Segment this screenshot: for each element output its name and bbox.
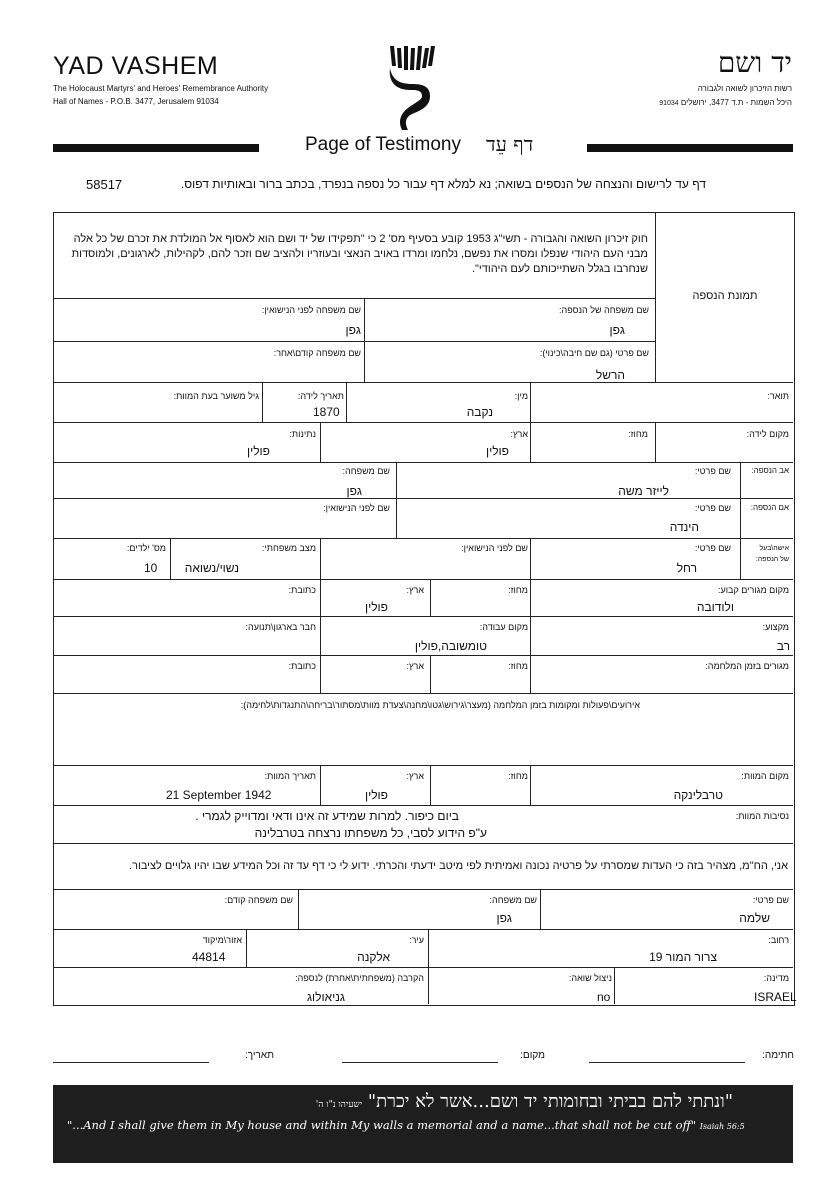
wartime-region-label: מחוז: <box>508 661 528 671</box>
death-date[interactable]: 21 September 1942 <box>166 788 272 802</box>
death-place-label: מקום המוות: <box>741 771 789 781</box>
law-text: חוק זיכרון השואה והגבורה - תשי"ג 1953 קובע בסעיף מס' 2 כי "תפקידו של יד ושם הוא לאסוף אל המולדת את זכרם של כל אלה מבני העם היהודי שנפלו ומסרו את נפשם, נלחמו ומרדו באויב הנאצי ובעוזריו ולהציב שם וזכר להם, לקהילות, לארגונים, ולמוסדות שנחרבו בגלל השתייכותם לעם היהודי". <box>71 233 648 275</box>
wartime-label: מגורים בזמן המלחמה: <box>705 661 789 671</box>
victim-surname-label: שם משפחה של הנספה: <box>558 305 649 315</box>
death-country-label: ארץ: <box>406 771 424 781</box>
spouse-maiden-label: שם לפני הנישואין: <box>461 543 528 553</box>
residence-place[interactable]: ולודובה <box>696 600 734 614</box>
state-label: מדינה: <box>763 973 789 983</box>
survivor-label: ניצול שואה: <box>568 973 612 983</box>
spouse-side-label: אישה\בעל של הנספה: <box>755 545 789 563</box>
marital-status-label: מצב משפחתי: <box>261 543 316 553</box>
mother-side-label: אם הנספה: <box>750 503 789 512</box>
children-count[interactable]: 10 <box>144 561 158 575</box>
zip[interactable]: 44814 <box>192 950 226 964</box>
member-label: חבר בארגון\תנועה: <box>245 622 316 632</box>
age-label: גיל משוער בעת המוות: <box>173 391 259 401</box>
victim-maiden[interactable]: גפן <box>345 323 361 337</box>
profession-label: מקצוע: <box>762 622 789 632</box>
death-circ-line1[interactable]: ביום כיפור. למרות שמידע זה אינו ודאי ומדוייק לגמרי . <box>195 809 459 823</box>
dob-label: תאריך לידה: <box>297 391 344 401</box>
wartime-country-label: ארץ: <box>406 661 424 671</box>
father-first[interactable]: לייזר משה <box>618 484 669 498</box>
father-side-label: אב הנספה: <box>751 466 789 475</box>
residence-country[interactable]: פולין <box>364 600 388 614</box>
victim-maiden-label: שם משפחה לפני הנישואין: <box>261 305 361 315</box>
org-name-en: YAD VASHEM <box>53 52 219 80</box>
photo-label: תמונת הנספה <box>692 290 758 302</box>
sign-place-label: מקום: <box>520 1050 545 1061</box>
city-label: עיר: <box>409 935 424 945</box>
residence-label: מקום מגורים קבוע: <box>717 585 789 595</box>
residence-region-label: מחוז: <box>508 585 528 595</box>
wartime-address-label: כתובת: <box>288 661 316 671</box>
spouse-first-label: שם פרטי: <box>694 543 731 553</box>
declaration-text: אני, הח"מ, מצהיר בזה כי העדות שמסרתי על פרטיה נכונה ואמיתית לפי מיטב ידעתי והכרתי. ידוע לי כי דף עד זה וכל המידע שבו יהיו גלויים לציבור. <box>129 860 788 872</box>
mother-maiden-label: שם לפני הנישואין: <box>323 503 390 513</box>
org-name-he: יד ושם <box>717 46 792 79</box>
victim-first-label: שם פרטי (גם שם חיבה\כינוי): <box>539 348 649 358</box>
mother-first[interactable]: הינדה <box>669 520 699 534</box>
street-label: רחוב: <box>768 935 789 945</box>
death-region-label: מחוז: <box>508 771 528 781</box>
father-surname-label: שם משפחה: <box>342 466 390 476</box>
city[interactable]: אלקנה <box>357 950 390 964</box>
page-title-he: דף עֵד <box>486 132 534 156</box>
marital-status[interactable]: נשוי/נשואה <box>184 561 239 575</box>
submitter-first[interactable]: שלמה <box>739 911 770 925</box>
residence-address-label: כתובת: <box>288 585 316 595</box>
form-frame <box>53 212 795 1006</box>
mother-first-label: שם פרטי: <box>694 503 731 513</box>
survivor[interactable]: no <box>597 990 611 1004</box>
spouse-first[interactable]: רחל <box>676 561 697 575</box>
gender-label: מין: <box>514 391 528 401</box>
death-country[interactable]: פולין <box>364 788 388 802</box>
events-label: אירועים\פעולות ומקומות בזמן המלחמה (מעצר\גירוש\גטו\מחנה\צעדת מוות\מסתור\בריחה\התנגדות\לחימה): <box>240 700 640 710</box>
signature-line[interactable] <box>589 1062 745 1063</box>
instruction-text: דף עד לרישום והנצחה של הנספים בשואה; נא למלא דף עבור כל נספה בנפרד, בכתב ברור ובאותיות דפוס. <box>180 177 706 191</box>
death-date-label: תאריך המוות: <box>264 771 316 781</box>
nationality-label: נתינות: <box>289 429 316 439</box>
birth-region-label: מחוז: <box>628 429 648 439</box>
victim-surname[interactable]: גפן <box>609 323 625 337</box>
sign-place-line[interactable] <box>342 1062 498 1063</box>
victim-prev-surname-label: שם משפחה קודם\אחר: <box>273 348 361 358</box>
footer-verse-en: "...And I shall give them in My house and within My walls a memorial and a name...that shall not be cut off" Isaiah 56:5 <box>67 1118 745 1132</box>
profession[interactable]: רב <box>776 639 790 653</box>
title-bar-left <box>53 144 259 152</box>
birth-country[interactable]: פולין <box>485 444 509 458</box>
residence-country-label: ארץ: <box>406 585 424 595</box>
org-address-en: Hall of Names - P.O.B. 3477, Jerusalem 91034 <box>53 97 219 106</box>
birthplace-label: מקום לידה: <box>746 429 789 439</box>
state[interactable]: ISRAEL <box>754 990 797 1004</box>
org-subtitle-he: רשות הזיכרון לשואה ולגבורה <box>697 84 792 93</box>
yad-vashem-logo <box>386 44 438 132</box>
death-place[interactable]: טרבלינקה <box>673 788 723 802</box>
submitter-prev-label: שם משפחה קודם: <box>224 895 293 905</box>
father-first-label: שם פרטי: <box>694 466 731 476</box>
submitter-surname[interactable]: גפן <box>496 911 512 925</box>
serial-number: 58517 <box>86 177 123 192</box>
nationality[interactable]: פולין <box>246 444 270 458</box>
org-subtitle-en: The Holocaust Martyrs' and Heroes' Remembrance Authority <box>53 84 269 93</box>
title-label: תואר: <box>767 391 789 401</box>
father-surname[interactable]: גפן <box>346 484 362 498</box>
death-circ-label: נסיבות המוות: <box>735 811 789 821</box>
victim-first[interactable]: הרשל <box>595 368 625 382</box>
submitter-surname-label: שם משפחה: <box>489 895 537 905</box>
submitter-first-label: שם פרטי: <box>752 895 789 905</box>
birth-country-label: ארץ: <box>510 429 528 439</box>
relation-label: הקרבה (משפחתית\אחרת) לנספה: <box>295 973 424 983</box>
children-label: מס' ילדים: <box>126 543 166 553</box>
sign-date-line[interactable] <box>53 1062 209 1063</box>
relation[interactable]: גניאולוג <box>306 990 345 1004</box>
signature-label: חתימה: <box>762 1050 794 1061</box>
workplace[interactable]: טומשובה,פולין <box>414 639 487 653</box>
org-address-he: היכל השמות - ת.ד 3477, ירושלים 91034 <box>659 98 792 107</box>
street[interactable]: צרור המור 19 <box>649 950 717 964</box>
zip-label: אזור\מיקוד <box>202 935 242 945</box>
footer-verse-he: "ונתתי להם בביתי ובחומותי יד ושם...אשר לא יכרת" ישעיהו נ"ו ה' <box>315 1091 733 1112</box>
workplace-label: מקום עבודה: <box>479 622 528 632</box>
death-circ-line2[interactable]: ע"פ הידוע לסבי, כל משפחתו נרצחה בטרבלינה <box>254 826 487 840</box>
footer-verse-band <box>53 1085 793 1163</box>
gender[interactable]: נקבה <box>466 405 493 419</box>
sign-date-label: תאריך: <box>244 1050 274 1061</box>
title-bar-right <box>587 144 793 152</box>
dob[interactable]: 1870 <box>313 405 340 419</box>
page-title: Page of Testimony <box>305 134 461 155</box>
